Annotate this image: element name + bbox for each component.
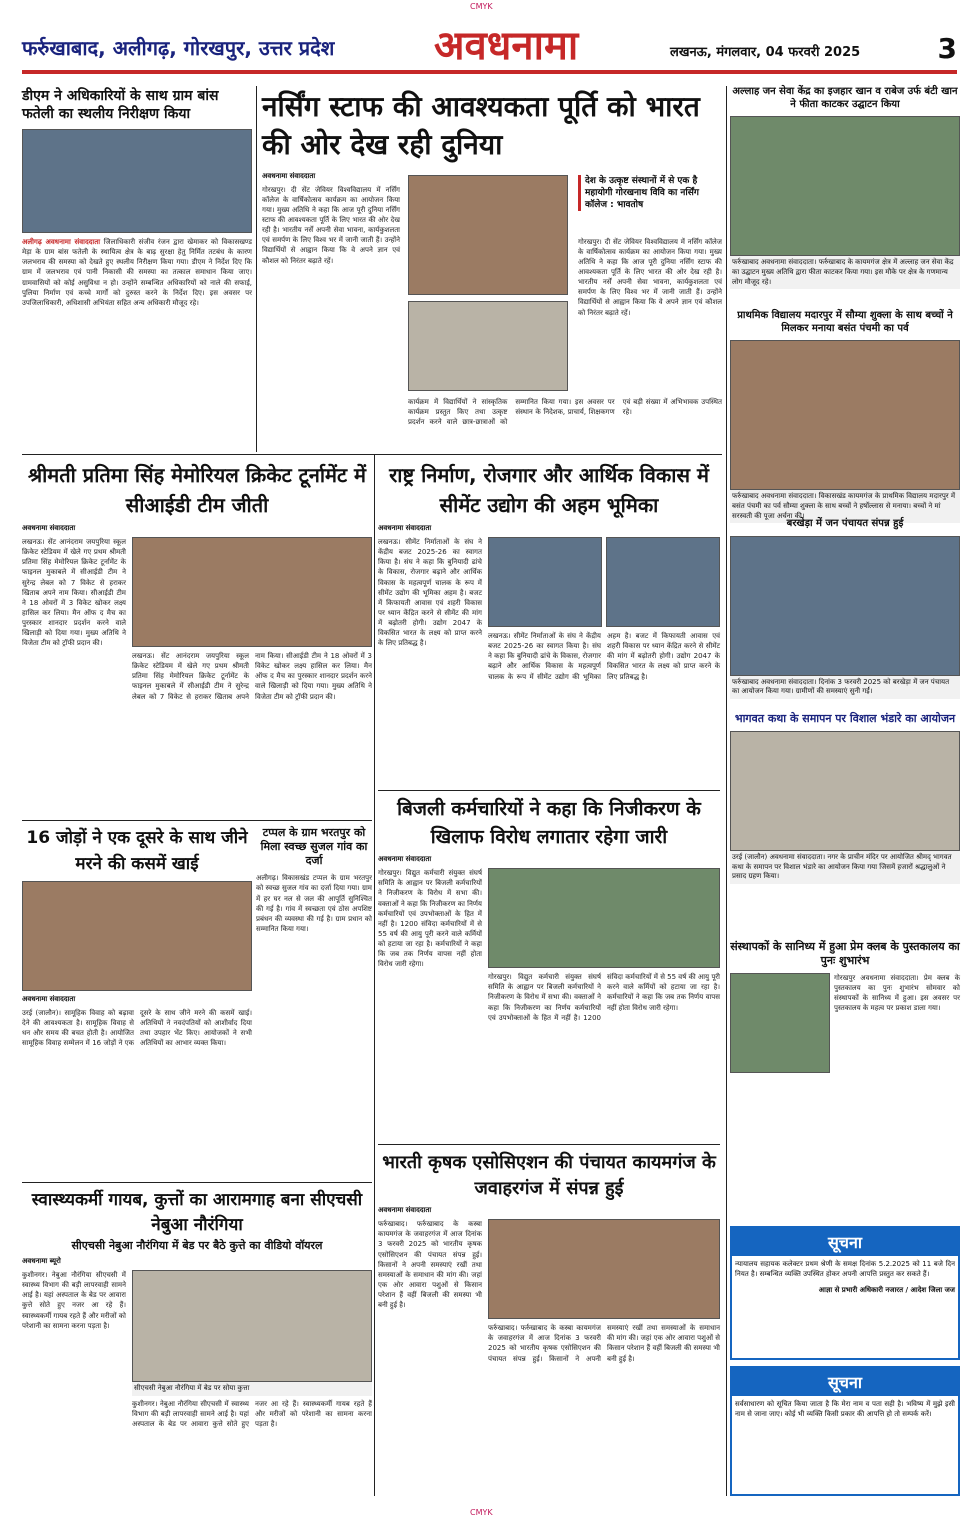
caption: उरई (जालौन) अवधनामा संवाददाता। नगर के प्राचीन मंदिर पर आयोजित श्रीमद् भागवत कथा के समापन पर विशाल भंडारे का आयोजन किया गया जिसमें हजारों श्रद्धालुओं ने प्रसाद ग्रहण किया।: [730, 851, 960, 884]
caption: फर्रुखाबाद अवधनामा संवाददाता। दिनांक 3 फरवरी 2025 को बरखेड़ा में जन पंचायत का आयोजन किया गया। ग्रामीणों की समस्याएं सुनी गईं।: [730, 676, 960, 700]
story-cricket: [22, 460, 372, 702]
story-prem-club-library: [730, 940, 960, 1073]
photo-caption: सीएचसी नेबुआ नौरंगिया में बेड पर सोया कुत्ता: [132, 1382, 372, 1396]
byline: अवधनामा संवाददाता: [262, 171, 316, 180]
masthead-regions: फर्रुखाबाद, अलीगढ़, गोरखपुर, उत्तर प्रदेश: [22, 36, 335, 60]
article-body-continued: कार्यक्रम में विद्यार्थियों ने सांस्कृतिक कार्यक्रम प्रस्तुत किए तथा उत्कृष्ट प्रदर्शन करने वाले छात्र-छात्राओं को सम्मानित किया गया। इस अवसर पर संस्थान के निदेशक, प्राचार्य, शिक्षकगण एवं बड़ी संख्या में अभिभावक उपस्थित रहे।: [408, 397, 722, 426]
byline: अवधनामा संवाददाता: [22, 524, 76, 532]
column-rule: [374, 454, 375, 1496]
section-rule: [378, 790, 720, 791]
article-body-continued: लखनऊ। सेंट आनंदराम जयपुरिया स्कूल क्रिकेट स्टेडियम में खेले गए प्रथम श्रीमती प्रतिमा सिंह मेमोरियल क्रिकेट टूर्नामेंट के फाइनल मुकाबले में सीआईडी टीम ने सुरेन्द्र लेबल को 7 विकेट से हराकर खिताब अपने नाम किया। सीआईडी टीम ने 18 ओवरों में 3 विकेट खोकर लक्ष्य हासिल कर लिया। मैन ऑफ द मैच का पुरस्कार शानदार प्रदर्शन करने वाले खिलाड़ी को दिया गया। मुख्य अतिथि ने विजेता टीम को ट्रॉफी प्रदान की।: [132, 652, 372, 701]
caption: फर्रुखाबाद अवधनामा संवाददाता। फर्रुखाबाद के कायमगंज क्षेत्र में अल्लाह जन सेवा केंद्र का उद्घाटन मुख्य अतिथि द्वारा फीता काटकर किया गया। इस मौके पर क्षेत्र के गणमान्य लोग मौजूद रहे।: [730, 256, 960, 289]
headline: श्रीमती प्रतिमा सिंह मेमोरियल क्रिकेट टूर्नामेंट में सीआईडी टीम जीती: [27, 463, 367, 517]
story-krishak-association: [378, 1150, 720, 1364]
column-rule: [726, 86, 727, 1496]
headline: डीएम ने अधिकारियों के साथ ग्राम बांस फतेली का स्थलीय निरीक्षण किया: [22, 88, 219, 122]
article-body-continued: गोरखपुर। विद्युत कर्मचारी संयुक्त संघर्ष समिति के आह्वान पर बिजली कर्मचारियों ने निजीकरण के विरोध में सभा की। वक्ताओं ने कहा कि निजीकरण का निर्णय कर्मचारियों एवं उपभोक्ताओं के हित में नहीं है। 1200 संविदा कर्मचारियों में से 55 वर्ष की आयु पूरी करने वाले कर्मियों को हटाया जा रहा है। कर्मचारियों ने कहा कि जब तक निर्णय वापस नहीं होता विरोध जारी रहेगा।: [488, 973, 720, 1022]
headline: संस्थापकों के सानिध्य में हुआ प्रेम क्लब के पुस्तकालय का पुनः शुभारंभ: [730, 940, 960, 967]
byline: अवधनामा संवाददाता: [22, 995, 76, 1003]
photo: [606, 537, 720, 627]
photo: [132, 1270, 372, 1382]
story-electricity-privatisation: [378, 796, 720, 1023]
column-rule: [256, 86, 257, 452]
masthead: [22, 12, 957, 74]
headline: अल्लाह जन सेवा केंद्र का इजहार खान व राबेज उर्फ बंटी खान ने फीता काटकर उद्घाटन किया: [732, 86, 958, 110]
article-body: अलीगढ़ अवधनामा संवाददाता जिलाधिकारी संजीव रंजन द्वारा खेमाकर को विकासखण्ड मेड़ा के ग्राम बांस फतेली के स्थायित्व क्षेत्र के बाढ़ सुरक्षा हेतु निर्मित तटबंध के कारण जलभराव की समस्या को देखते हुए स्थलीय निरीक्षण किया गया। डीएम ने निर्देश दिए कि ग्राम में जलभराव एवं पानी निकासी की समस्या का तत्काल समाधान किया जाए। ग्रामवासियों को कोई असुविधा न हो। उन्होंने सम्बन्धित अधिकारियों को नाले की सफाई, पुलिया निर्माण एवं कच्चे मार्गों को दुरुस्त करने के निर्देश दिए। इस अवसर पर उपजिलाधिकारी, अधिशासी अभियंता सहित अन्य अधिकारी मौजूद रहे।: [22, 238, 252, 307]
headline: राष्ट्र निर्माण, रोजगार और आर्थिक विकास में सीमेंट उद्योग की अहम भूमिका: [389, 463, 709, 517]
masthead-date: लखनऊ, मंगलवार, 04 फरवरी 2025: [670, 45, 861, 60]
headline: 16 जोड़ों ने एक दूसरे के साथ जीने मरने की कसमें खाई: [26, 828, 248, 874]
photo: [730, 973, 830, 1073]
notice-title: सूचना: [732, 1368, 958, 1396]
photo: [408, 301, 568, 391]
photo: [132, 537, 372, 647]
photo: [488, 868, 720, 968]
story-basant-panchami: [730, 310, 960, 523]
section-rule: [22, 820, 372, 821]
article-body: अलीगढ़। विकासखंड टप्पल के ग्राम भरतपुर को स्वच्छ सुजल गांव का दर्जा दिया गया। ग्राम में हर घर नल से जल की आपूर्ति सुनिश्चित की गई है। गांव में स्वच्छता एवं ठोस अपशिष्ट प्रबंधन की व्यवस्था की गई है। ग्राम प्रधान को सम्मानित किया गया।: [256, 874, 372, 933]
cmyk-mark-bottom: CMYK: [470, 1508, 493, 1517]
article-body-continued: लखनऊ। सीमेंट निर्माताओं के संघ ने केंद्रीय बजट 2025-26 का स्वागत किया है। संघ ने कहा कि बुनियादी ढांचे के विकास, रोजगार बढ़ाने और आर्थिक विकास के महत्वपूर्ण चालक के रूप में सीमेंट उद्योग की भूमिका अहम है। बजट में किफायती आवास एवं शहरी विकास पर ध्यान केंद्रित करने से सीमेंट की मांग में बढ़ोतरी होगी। उद्योग 2047 के विकसित भारत के लक्ष्य को प्राप्त करने के लिए प्रतिबद्ध है।: [488, 632, 720, 681]
article-body: लखनऊ। सीमेंट निर्माताओं के संघ ने केंद्रीय बजट 2025-26 का स्वागत किया है। संघ ने कहा कि बुनियादी ढांचे के विकास, रोजगार बढ़ाने और आर्थिक विकास के महत्वपूर्ण चालक के रूप में सीमेंट उद्योग की भूमिका अहम है। बजट में किफायती आवास एवं शहरी विकास पर ध्यान केंद्रित करने से सीमेंट की मांग में बढ़ोतरी होगी। उद्योग 2047 के विकसित भारत के लक्ष्य को प्राप्त करने के लिए प्रतिबद्ध है।: [378, 538, 482, 648]
article-body: गोरखपुर। विद्युत कर्मचारी संयुक्त संघर्ष समिति के आह्वान पर बिजली कर्मचारियों ने निजीकरण के विरोध में सभा की। वक्ताओं ने कहा कि निजीकरण का निर्णय कर्मचारियों एवं उपभोक्ताओं के हित में नहीं है। 1200 संविदा कर्मचारियों में से 55 वर्ष की आयु पूरी करने वाले कर्मियों को हटाया जा रहा है। कर्मचारियों ने कहा कि जब तक निर्णय वापस नहीं होता विरोध जारी रहेगा।: [378, 869, 482, 969]
byline: अवधनामा संवाददाता: [378, 1206, 432, 1215]
section-rule: [378, 1144, 720, 1145]
byline: अवधनामा संवाददाता: [378, 524, 432, 532]
article-body: कुशीनगर। नेबुआ नौरंगिया सीएचसी में स्वास्थ्य विभाग की बड़ी लापरवाही सामने आई है। यहां अस्पताल के बेड पर आवारा कुत्ते सोते हुए नजर आ रहे हैं। स्वास्थ्यकर्मी गायब रहते हैं और मरीजों को परेशानी का सामना करना पड़ता है।: [22, 1271, 126, 1330]
headline: भागवत कथा के समापन पर विशाल भंडारे का आयोजन: [734, 712, 956, 725]
photo: [22, 881, 252, 991]
caption: गोरखपुर अवधनामा संवाददाता। प्रेम क्लब के पुस्तकालय का पुनः शुभारंभ सोमवार को संस्थापकों के सानिध्य में हुआ। इस अवसर पर पुस्तकालय के महत्व पर प्रकाश डाला गया।: [834, 973, 960, 1012]
lead-headline: नर्सिंग स्टाफ की आवश्यकता पूर्ति को भारत की ओर देख रही दुनिया: [262, 90, 700, 161]
notice-box-1: [730, 1226, 960, 1360]
story-dm-inspection: [22, 88, 252, 308]
notice-box-2: [730, 1366, 960, 1496]
subheadline: सीएचसी नेबुआ नौरंगिया में बेड पर बैठे कुत्ते का वीडियो वॉयरल: [71, 1239, 323, 1253]
byline: अवधनामा संवाददाता: [378, 855, 432, 864]
photo: [22, 129, 252, 233]
headline: टप्पल के ग्राम भरतपुर को मिला स्वच्छ सुजल गांव का दर्जा: [260, 826, 368, 867]
caption: फर्रुखाबाद अवधनामा संवाददाता। विकासखंड कायमगंज के प्राथमिक विद्यालय मदारपुर में बसंत पंचमी का पर्व सौम्या शुक्ला के साथ बच्चों ने हर्षोल्लास से मनाया। बच्चों ने मां सरस्वती की पूजा अर्चना की।: [730, 490, 960, 523]
story-cement-industry: [378, 460, 720, 682]
photo: [730, 731, 960, 851]
story-jan-panchayat: [730, 518, 960, 699]
article-body-side: गोरखपुर। दी सेंट जेवियर विश्वविद्यालय में नर्सिंग कॉलेज के वार्षिकोत्सव कार्यक्रम का आयोजन किया गया। मुख्य अतिथि ने कहा कि आज पूरी दुनिया नर्सिंग स्टाफ की आवश्यकता पूर्ति के लिए भारत की ओर देख रही है। भारतीय नर्सें अपनी सेवा भावना, कार्यकुशलता एवं समर्पण के लिए विश्व भर में जानी जाती हैं। उन्होंने विद्यार्थियों से आह्वान किया कि वे अपने ज्ञान एवं कौशल को निरंतर बढ़ाते रहें।: [578, 237, 722, 317]
byline: अलीगढ़ अवधनामा संवाददाता: [22, 238, 101, 246]
headline: बिजली कर्मचारियों ने कहा कि निजीकरण के खिलाफ विरोध लगातार रहेगा जारी: [397, 798, 701, 848]
notice-signature: आज्ञा से प्रभारी अधिकारी नजारत / आदेश जिला जज: [818, 1286, 955, 1295]
photo: [730, 340, 960, 490]
article-body: फर्रुखाबाद। फर्रुखाबाद के कस्बा कायमगंज के जवाहरगंज में आज दिनांक 3 फरवरी 2025 को भारतीय कृषक एसोसिएशन की पंचायत संपन्न हुई। किसानों ने अपनी समस्याएं रखीं तथा समस्याओं के समाधान की मांग की। जहां एक ओर आवारा पशुओं से किसान परेशान हैं वहीं बिजली की समस्या भी बनी हुई है।: [378, 1220, 482, 1310]
article-body: उरई (जालौन)। सामूहिक विवाह को बढ़ावा देने की आवश्यकता है। सामूहिक विवाह से धन और समय की बचत होती है। आयोजित सामूहिक विवाह सम्मेलन में 16 जोड़ों ने एक दूसरे के साथ जीने मरने की कसमें खाई। अतिथियों ने नवदंपतियों को आशीर्वाद दिया तथा उपहार भेंट किए। आयोजकों ने सभी अतिथियों का आभार व्यक्त किया।: [22, 1009, 252, 1048]
byline: अवधनामा ब्यूरो: [22, 1257, 61, 1266]
headline: स्वास्थ्यकर्मी गायब, कुत्तों का आरामगाह बना सीएचसी नेबुआ नौरंगिया: [31, 1190, 363, 1235]
section-rule: [22, 454, 722, 455]
photo: [730, 116, 960, 256]
photo: [488, 1219, 720, 1319]
newspaper-logo: अवधनामा: [434, 23, 579, 69]
story-bhagwat-katha: [730, 712, 960, 884]
headline: प्राथमिक विद्यालय मदारपुर में सौम्या शुक्ला के साथ बच्चों ने मिलकर मनाया बसंत पंचमी का पर्व: [737, 310, 953, 334]
article-body-continued: कुशीनगर। नेबुआ नौरंगिया सीएचसी में स्वास्थ्य विभाग की बड़ी लापरवाही सामने आई है। यहां अस्पताल के बेड पर आवारा कुत्ते सोते हुए नजर आ रहे हैं। स्वास्थ्यकर्मी गायब रहते हैं और मरीजों को परेशानी का सामना करना पड़ता है।: [132, 1399, 372, 1429]
story-chc-nebua: [22, 1188, 372, 1429]
photo: [488, 537, 602, 627]
page-number: 3: [937, 32, 957, 65]
article-body-continued: फर्रुखाबाद। फर्रुखाबाद के कस्बा कायमगंज के जवाहरगंज में आज दिनांक 3 फरवरी 2025 को भारतीय कृषक एसोसिएशन की पंचायत संपन्न हुई। किसानों ने अपनी समस्याएं रखीं तथा समस्याओं के समाधान की मांग की। जहां एक ओर आवारा पशुओं से किसान परेशान हैं वहीं बिजली की समस्या भी बनी हुई है।: [488, 1324, 720, 1363]
notice-body: न्यायालय सहायक कलेक्टर प्रथम श्रेणी के समक्ष दिनांक 5.2.2025 को 11 बजे दिन नियत है। सम्बन्धित व्यक्ति उपस्थित होकर अपनी आपत्ति प्रस्तुत कर सकते हैं।: [735, 1260, 955, 1279]
photo: [408, 175, 568, 295]
photo: [730, 536, 960, 676]
story-jan-seva-kendra: [730, 86, 960, 289]
cmyk-mark: CMYK: [470, 2, 493, 11]
headline: भारती कृषक एसोसिएशन की पंचायत कायमगंज के जवाहरगंज में संपन्न हुई: [382, 1152, 716, 1200]
notice-body: सर्वसाधारण को सूचित किया जाता है कि मेरा नाम व पता सही है। भविष्य में मुझे इसी नाम से जाना जाए। कोई भी व्यक्ति किसी प्रकार की आपत्ति हो तो सम्पर्क करें।: [735, 1400, 955, 1419]
pull-quote: देश के उत्कृष्ट संस्थानों में से एक है महायोगी गोरखनाथ विवि का नर्सिंग कॉलेज : भावतोष: [578, 175, 722, 211]
section-rule: [22, 1182, 372, 1183]
story-mass-wedding: [22, 826, 252, 1049]
notice-title: सूचना: [732, 1228, 958, 1256]
headline: बरखेड़ा में जन पंचायत संपन्न हुई: [786, 518, 904, 529]
article-body: लखनऊ। सेंट आनंदराम जयपुरिया स्कूल क्रिकेट स्टेडियम में खेले गए प्रथम श्रीमती प्रतिमा सिंह मेमोरियल क्रिकेट टूर्नामेंट के फाइनल मुकाबले में सीआईडी टीम ने सुरेन्द्र लेबल को 7 विकेट से हराकर खिताब अपने नाम किया। सीआईडी टीम ने 18 ओवरों में 3 विकेट खोकर लक्ष्य हासिल कर लिया। मैन ऑफ द मैच का पुरस्कार शानदार प्रदर्शन करने वाले खिलाड़ी को दिया गया। मुख्य अतिथि ने विजेता टीम को ट्रॉफी प्रदान की।: [22, 538, 126, 648]
article-body: गोरखपुर। दी सेंट जेवियर विश्वविद्यालय में नर्सिंग कॉलेज के वार्षिकोत्सव कार्यक्रम का आयोजन किया गया। मुख्य अतिथि ने कहा कि आज पूरी दुनिया नर्सिंग स्टाफ की आवश्यकता पूर्ति के लिए भारत की ओर देख रही है। भारतीय नर्सें अपनी सेवा भावना, कार्यकुशलता एवं समर्पण के लिए विश्व भर में जानी जाती हैं। उन्होंने विद्यार्थियों से आह्वान किया कि वे अपने ज्ञान एवं कौशल को निरंतर बढ़ाते रहें।: [262, 185, 400, 265]
story-swachh-sujal-gaon: [256, 826, 372, 934]
